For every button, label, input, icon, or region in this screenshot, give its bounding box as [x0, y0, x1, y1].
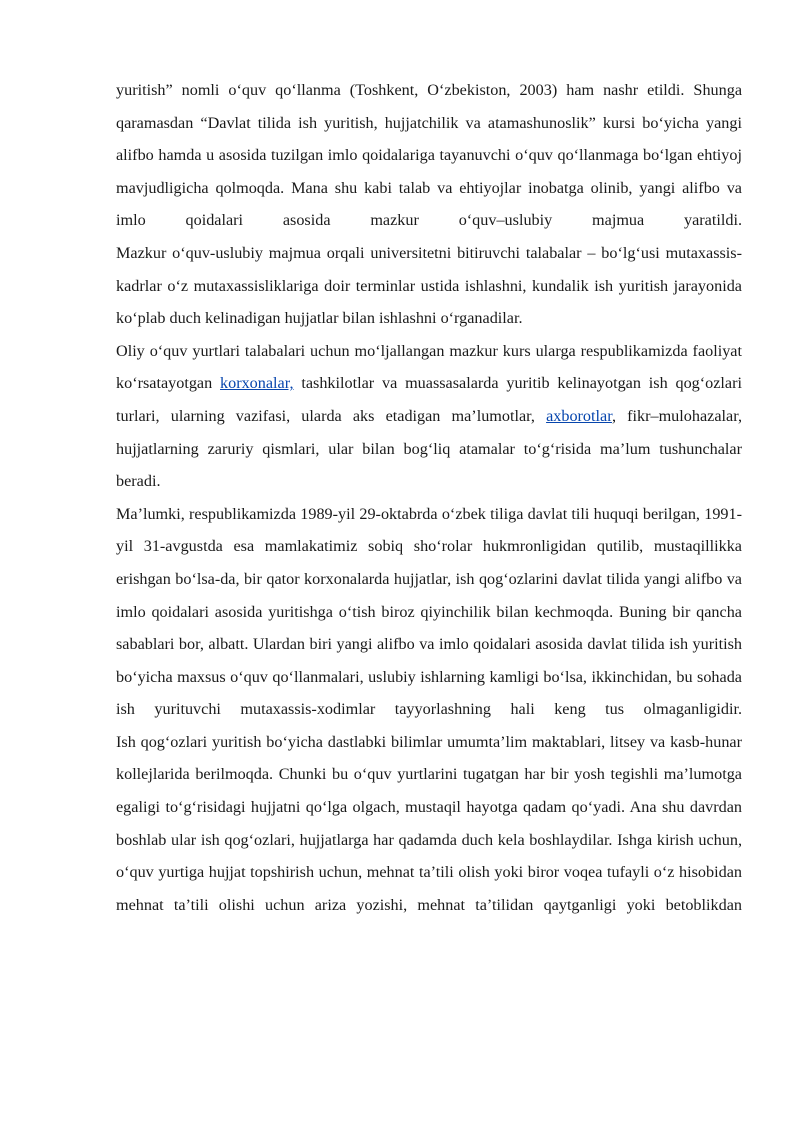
paragraph-text: Mazkur o‘quv-uslubiy majmua orqali universitetni bitiruvchi talabalar – bo‘lg‘usi mutaxassis-kadrlar o‘z mutaxassisliklariga doir terminlar ustida ishlashni, kundalik ish yuritish jarayonida ko‘plab duch kelinadigan hujjatlar bilan ishlashni o‘rganadilar. — [116, 243, 742, 328]
paragraph-intro — [116, 74, 742, 237]
paragraph-course — [116, 335, 742, 498]
document-page — [116, 74, 742, 921]
paragraph-text: Ish qog‘ozlari yuritish bo‘yicha dastlabki bilimlar umumta’lim maktablari, litsey va kasb-hunar kollejlarida berilmoqda. Chunki bu o‘quv yurtlarini tugatgan har bir yosh tegishli ma’lumotga egaligi to‘g‘risidagi hujjatni qo‘lga olgach, mustaqil hayotga qadam qo‘yadi. Ana shu davrdan boshlab ular ish qog‘ozlari, hujjatlarga har qadamda duch kela boshlaydilar. Ishga kirish uchun, o‘quv yurtiga hujjat topshirish uchun, mehnat ta’tili olish yoki biror voqea tufayli o‘z hisobidan mehnat ta’tili olishi uchun ariza yozishi, mehnat ta’tilidan qaytganligi yoki betoblikdan — [116, 732, 742, 914]
paragraph-text: tashkilotlar va muassasalarda yuritib kelinayotgan ish qog‘ozlari turlari, ularning vazifasi, ularda aks etadigan ma’lumotlar, — [116, 374, 742, 425]
paragraph-education — [116, 726, 742, 922]
paragraph-text: Ma’lumki, respublikamizda 1989-yil 29-oktabrda o‘zbek tiliga davlat tili huquqi berilgan, 1991-yil 31-avgustda esa mamlakatimiz sobiq sho‘rolar hukmronligidan qutilib, mustaqillikka erishgan bo‘lsa-da, bir qator korxonalarda hujjatlar, ish qog‘ozlarini davlat tilida yangi alifbo va imlo qoidalari asosida yuritishga o‘tish biroz qiyinchilik bilan kechmoqda. Buning bir qancha sabablari bor, albatt. Ulardan biri yangi alifbo va imlo qoidalari asosida davlat tilida ish yuritish bo‘yicha maxsus o‘quv qo‘llanmalari, uslubiy ishlarning kamligi bo‘lsa, ikkinchidan, bu sohada ish yurituvchi mutaxassis-xodimlar tayyorlashning hali keng tus olmaganligidir. — [116, 504, 742, 719]
paragraph-majmua — [116, 237, 742, 335]
paragraph-text: , fikr–mulohazalar, hujjatlarning zaruriy qismlari, ular bilan bog‘liq atamalar to‘g‘risida ma’lum tushunchalar beradi. — [116, 406, 742, 491]
link-korxonalar[interactable]: korxonalar, — [220, 374, 294, 393]
link-axborotlar[interactable]: axborotlar — [546, 406, 612, 425]
paragraph-text: yuritish” nomli o‘quv qo‘llanma (Toshkent, O‘zbekiston, 2003) ham nashr etildi. Shunga qaramasdan “Davlat tilida ish yuritish, hujjatchilik va atamashunoslik” kursi bo‘yicha yangi alifbo hamda u asosida tuzilgan imlo qoidalariga tayanuvchi o‘quv qo‘llanmaga bo‘lgan ehtiyoj mavjudligicha qolmoqda. Mana shu kabi talab va ehtiyojlar inobatga olinib, yangi alifbo va imlo qoidalari asosida mazkur o‘quv–uslubiy majmua yaratildi. — [116, 81, 742, 230]
paragraph-history — [116, 498, 742, 726]
paragraph-text: Oliy o‘quv yurtlari talabalari uchun mo‘ljallangan mazkur kurs ularga respublikamizda faoliyat ko‘rsatayotgan — [116, 341, 742, 393]
